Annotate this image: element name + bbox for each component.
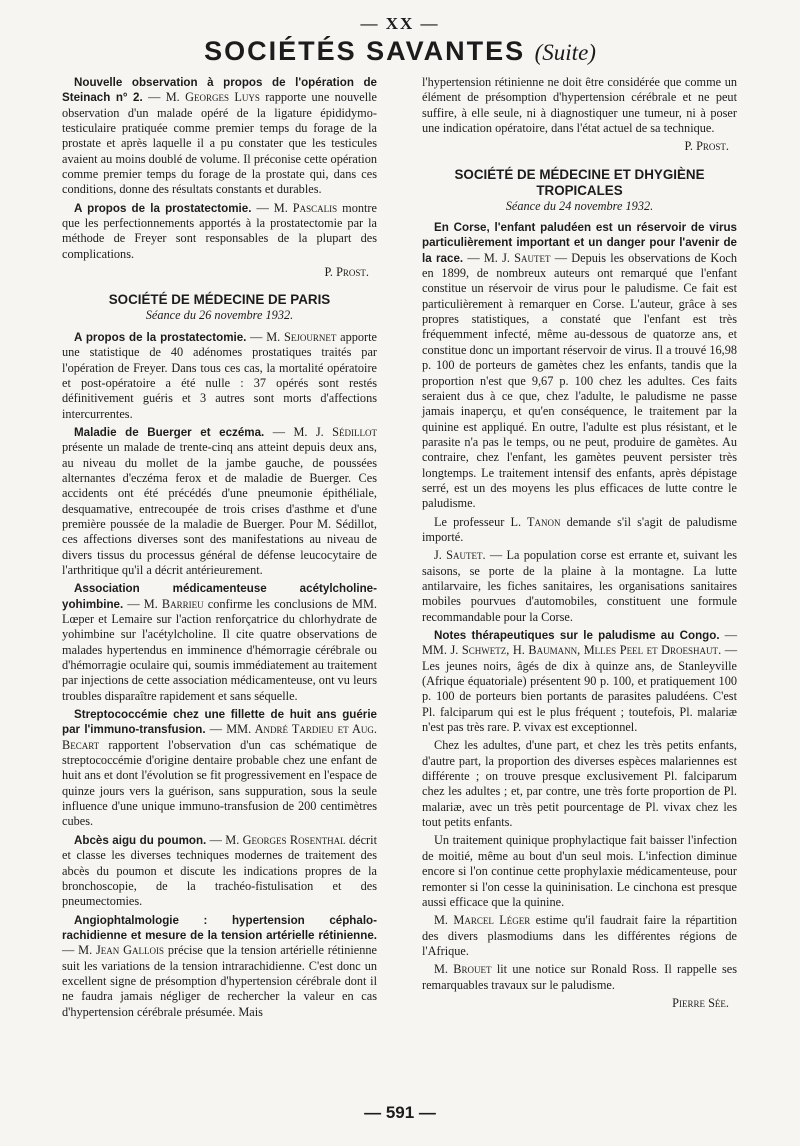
article-author: M. Marcel Léger — [434, 913, 531, 928]
article-author: M. Jean Gallois — [78, 943, 165, 958]
paragraph-brouet — [422, 962, 737, 993]
article-title: Notes thérapeutiques sur le paludisme au Congo. — [434, 629, 720, 642]
article-title: Nouvelle observation à propos de l'opération de Steinach n° 2. — [62, 76, 377, 105]
article-body: décrit et classe les diverses techniques modernes de traitement des abcès du poumon et discute les indications propres de la bronchoscopie, de la trachéo-fistulisation et des pneumectomies. — [62, 832, 377, 909]
article-body: rapportent l'observation d'un cas schématique de streptococcémie d'origine dentaire probable chez une enfant de huit ans et dont l'évolution se fit progressivement en l'espace de quinze jours vers la guérison, sans suppuration, sous la seule influence d'une unique immuno-transfusion de 200 centimètres cubes. — [62, 737, 377, 829]
article-body: . — La population corse est errante et, suivant les saisons, se porte de la plaine à la montagne. La lutte antilarvaire, les fiches sanitaires, les organisations sanitaires mobiles pourvues d'automobiles, constituent une formule recommandable pour la Corse. — [422, 548, 737, 624]
article-author: J. Sautet — [434, 548, 483, 563]
page-header — [0, 14, 800, 67]
article-author: MM. André Tardieu et Aug. Becart — [62, 722, 377, 752]
article-steinach: Nouvelle observation à propos de l'opération de Steinach n° 2. — M. Georges Luys rapporte une nouvelle observation d'un malade opéré de la ligature épididymo-testiculaire pratiquée comme premier temps du forage de la prostate et après laquelle il a pu constater que les testicules avaient au moins doublé de volume. Il préconise cette opération comme premier temps du forage de la prostate qui, dans ces conditions, donne des résultats constants et durables. — [62, 76, 377, 197]
article-author: M. Georges Luys — [165, 90, 260, 105]
article-corse: En Corse, l'enfant paludéen est un réservoir de virus particulièrement important et un danger pour l'avenir de la race. — M. J. Sautet — Depuis les observations de Koch en 1899, de nombreux auteurs ont remarqué que l'enfant constitue un réservoir de virus pour le paludisme. Ce fait est particulièrement à remarquer en Corse. L'auteur, grâce à ses propres statistiques, a constaté que l'enfant est très fréquemment infecté, même au-dessous de quatorze ans, et constitue donc un important réservoir de virus. Il a trouvé 16,98 p. 100 de porteurs de gamètes chez les enfants, tandis que la proportion n'est que 9,67 p. 100 chez les adultes. Ces faits seraient dus à ce que, chez l'adulte, le paludisme ne passe jamais inaperçu, et qu'en conséquence, le traitement par la quinine est appliqué. En outre, l'adulte est plus résistant, et le parasite n'a pas le temps, ou ne peut, produire de gamètes. Au contraire, chez l'enfant, les gamètes peuvent persister très longtemps. Le traitement intensif des enfants, après dépistage serré, est un des moyens les plus efficaces de lutte contre le paludisme. — [422, 221, 737, 511]
roman-page-number: — XX — — [360, 14, 440, 33]
article-body: montre que les perfectionnements apportés à la prostatectomie par la méthode de Freyer sont responsables de la plupart des complications. — [62, 200, 377, 261]
article-author: M. Barrieu — [143, 596, 204, 611]
article-author: M. J. Sédillot — [293, 424, 377, 439]
article-author: M. Pascalis — [273, 200, 338, 215]
article-buerger: Maladie de Buerger et eczéma. — M. J. Sédillot présente un malade de trente-cinq ans atteint depuis deux ans, au niveau du mollet de la jambe gauche, de poussées alternantes d'eczéma ferox et de maladie de Buerger. Ces accidents ont été précédés d'une pneumonie épithéliale, desquamative, entrecoupée de trois crises d'asthme et d'une première poussée de la maladie de Buerger. Pour M. Sédillot, ces affections diverses sont des manifestations au niveau de divers tissus du processus général de défense leucocytaire de l'arthritique qu'il a décrit antérieurement. — [62, 424, 377, 577]
article-body: demande s'il s'agit de paludisme importé. — [422, 514, 737, 544]
paragraph-adultes: Chez les adultes, d'une part, et chez les très petits enfants, d'autre part, la proportion des diverses espèces malariennes est différente ; on trouve presque exclusivement Pl. falciparum chez les adultes ; et, par contre, une très forte proportion de Pl. malariæ, avec un très petit pourcentage de Pl. vivax chez les tout petits enfants. — [422, 738, 737, 830]
main-title — [0, 36, 800, 67]
article-title: Association médicamenteuse acétylcholine-yohimbine. — [62, 582, 377, 611]
article-congo: Notes thérapeutiques sur le paludisme au Congo. — MM. J. Schwetz, H. Baumann, Mlles Peel et Droeshaut. — Les jeunes noirs, âgés de dix à quinze ans, de Stanleyville (Afrique équatoriale) présentent 90 p. 100, et pratiquement 100 p. 100 de porteurs bien portants de parasites paludéens. C'est Pl. falciparum qui est le plus fréquent ; toutefois, Pl. malariæ n'est pas très rare. P. vivax est exceptionnel. — [422, 628, 737, 735]
article-body: précise que la tension artérielle rétinienne suit les variations de la tension intrarachidienne. C'est donc un excellent signe de présomption d'hypertension cérébrale dont il ne faudra jamais négliger de rechercher la valeur en cas d'hypertension cérébrale présumée. Mais — [62, 943, 377, 1019]
section-seance: Séance du 26 novembre 1932. — [145, 308, 294, 323]
article-angiophtalmologie: Angiophtalmologie : hypertension céphalo-rachidienne et mesure de la tension artérielle rétinienne. — M. Jean Gallois précise que la tension artérielle rétinienne suit les variations de la tension intrarachidienne. C'est donc un excellent signe de présomption d'hypertension cérébrale dont il ne faudra jamais négliger de rechercher la valeur en cas d'hypertension cérébrale présumée. Mais — [62, 913, 377, 1019]
article-title: Angiophtalmologie : hypertension céphalo-rachidienne et mesure de la tension artérielle rétinienne. — [62, 913, 377, 942]
right-column — [422, 75, 737, 1014]
paragraph-leger — [422, 913, 737, 959]
article-author: M. J. Sautet — [483, 250, 551, 265]
signature: Pierre Sée. — [672, 995, 729, 1010]
article-title: Maladie de Buerger et eczéma. — [74, 425, 265, 439]
article-body: apporte une statistique de 40 adénomes prostatiques traités par l'opération de Freyer. Dans tous ces cas, la mortalité opératoire et post-opératoire a été nulle : 37 opérés sont restés définitivement guéris et 3 autres sont morts d'affections intercurrentes. — [62, 329, 377, 421]
article-body: — Depuis les observations de Koch en 1899, de nombreux auteurs ont remarqué que l'enfant constitue un réservoir de virus pour le paludisme. Ce fait est particulièrement à remarquer en Corse. L'auteur, grâce à ses propres statistiques, a constaté que l'enfant est très fréquemment infecté, même au-dessous de quatorze ans, et constitue donc un important réservoir de virus. Il a trouvé 16,98 p. 100 de porteurs de gamètes chez les enfants, tandis que la proportion n'est que 9,67 p. 100 chez les adultes. Ces faits seraient dus à ce que, chez l'adulte, le paludisme ne passe jamais inaperçu, et qu'en conséquence, le traitement par la quinine est appliqué. En outre, l'adulte est plus résistant, et le parasite n'a pas le temps, ou ne peut, produire de gamètes. Au contraire, chez l'enfant, les gamètes peuvent persister très longtemps. Le traitement intensif des enfants, après dépistage serré, est un des moyens les plus efficaces de lutte contre le paludisme. — [422, 250, 737, 511]
signature: P. Prost. — [684, 139, 729, 154]
section-seance: Séance du 24 novembre 1932. — [505, 198, 654, 213]
article-abces: Abcès aigu du poumon. — M. Georges Rosenthal décrit et classe les diverses techniques modernes de traitement des abcès du poumon et discute les indications propres de la bronchoscopie, de la trachéo-fistulisation et des pneumectomies. — [62, 832, 377, 909]
article-author: L. Tanon — [510, 514, 561, 529]
article-author: M. Brouet — [434, 962, 492, 977]
article-prostatectomie-1: A propos de la prostatectomie. — M. Pascalis montre que les perfectionnements apportés à la prostatectomie par la méthode de Freyer sont responsables de la plupart des complications. — [62, 200, 377, 261]
paragraph-sautet-reply — [422, 548, 737, 625]
main-title-text: SOCIÉTÉS SAVANTES — [204, 36, 526, 66]
paragraph-traitement: Un traitement quinique prophylactique fait baisser l'infection de moitié, même au bout d'un seul mois. L'infection diminue encore si l'on continue cette prophylaxie médicamenteuse, pour remonter si l'on cesse la quininisation. Le cinchona est presque aussi efficace que la quinine. — [422, 833, 737, 909]
article-author: M. Georges Rosenthal — [225, 832, 346, 847]
article-prostatectomie-2: A propos de la prostatectomie. — M. Sejournet apporte une statistique de 40 adénomes prostatiques traités par l'opération de Freyer. Dans tous ces cas, la mortalité opératoire et post-opératoire a été nulle : 37 opérés sont restés définitivement guéris et 3 autres sont morts d'affections intercurrentes. — [62, 329, 377, 421]
article-author: M. Sejournet — [266, 329, 337, 344]
main-title-suite: (Suite) — [534, 40, 596, 65]
left-column — [62, 75, 377, 1023]
signature: P. Prost. — [324, 265, 369, 280]
article-title: En Corse, l'enfant paludéen est un réservoir de virus particulièrement important et un danger pour l'avenir de la race. — [422, 221, 737, 265]
article-title: Abcès aigu du poumon. — [74, 833, 207, 847]
article-author: MM. J. Schwetz, H. Baumann, Mlles Peel et Droeshaut — [422, 643, 719, 658]
article-title: A propos de la prostatectomie. — [74, 330, 247, 344]
paragraph-prefix: Le professeur — [434, 514, 511, 529]
paragraph-tanon — [422, 515, 737, 546]
section-title: SOCIÉTÉ DE MÉDECINE ET DHYGIÈNE TROPICALES — [454, 166, 705, 198]
article-title: Streptococcémie chez une fillette de huit ans guérie par l'immuno-transfusion. — [62, 708, 377, 737]
article-angiophtalmologie-continued: l'hypertension rétinienne ne doit être considérée que comme un élément de présomption d'hypertension cérébrale et ne peut suffire, à elle seule, ni à diagnostiquer une tumeur, ni à poser une indication opératoire, dans l'état actuel de sa technique. — [422, 75, 737, 136]
page-number: — 591 — — [364, 1103, 436, 1122]
article-body: estime qu'il faudrait faire la répartition des divers plasmodiums dans les différentes régions de l'Afrique. — [422, 913, 737, 958]
article-streptococcemie: Streptococcémie chez une fillette de huit ans guérie par l'immuno-transfusion. — MM. André Tardieu et Aug. Becart rapportent l'observation d'un cas schématique de streptococcémie d'origine dentaire probable chez une enfant de huit ans et dont l'évolution se fit progressivement en l'espace de quinze jours vers la guérison, sans suppuration, sous la seule influence d'une unique immuno-transfusion de 200 centimètres cubes. — [62, 708, 377, 829]
article-body: confirme les conclusions de MM. Lœper et Lemaire sur l'action renforçatrice du chlorhydrate de yohimbine sur l'acétylcholine. Il cite quatre observations de malades hypertendus en imminence d'hémorragie cérébrale ou d'hémorragie oculaire qui, soumis immédiatement au traitement par injections de cette association médicamenteuse, ont vu leurs troubles disparaître rapidement et sans séquelle. — [62, 596, 377, 703]
article-title: A propos de la prostatectomie. — [74, 201, 252, 215]
article-acetylcholine: Association médicamenteuse acétylcholine-yohimbine. — M. Barrieu confirme les conclusions de MM. Lœper et Lemaire sur l'action renforçatrice du chlorhydrate de yohimbine sur l'acétylcholine. Il cite quatre observations de malades hypertendus en imminence d'hémorragie cérébrale ou d'hémorragie oculaire qui, soumis immédiatement au traitement par injections de cette association médicamenteuse, ont vu leurs troubles disparaître rapidement et sans séquelle. — [62, 582, 377, 703]
article-body: présente un malade de trente-cinq ans atteint depuis deux ans, au niveau du mollet de la jambe gauche, de poussées alternantes d'eczéma ferox et de maladie de Buerger. Ces accidents ont été précédés d'une pneumonie épithéliale, desquamative, entrecoupée de trois crises d'asthme et d'une première poussée de la maladie de Buerger. Pour M. Sédillot, ces affections diverses sont des manifestations au niveau de divers tissus du processus général de défense leucocytaire de l'arthritique qu'il a décrit antérieurement. — [62, 440, 377, 577]
article-body: rapporte une nouvelle observation d'un malade opéré de la ligature épididymo-testiculaire pratiquée comme premier temps du forage de la prostate et après laquelle il a pu constater que les testicules avaient au moins doublé de volume. Il préconise cette opération comme premier temps du forage de la prostate qui, dans ces conditions, donne des résultats constants et durables. — [62, 90, 377, 197]
article-body: . — Les jeunes noirs, âgés de dix à quinze ans, de Stanleyville (Afrique équatoriale) présentent 90 p. 100, et pratiquement 100 p. 100 de porteurs bien portants de parasites paludéens. C'est Pl. falciparum qui est le plus fréquent ; toutefois, Pl. malariæ n'est pas très rare. P. vivax est exceptionnel. — [422, 643, 737, 735]
article-body: lit une notice sur Ronald Ross. Il rappelle ses remarquables travaux sur le paludisme. — [422, 962, 737, 992]
section-title: SOCIÉTÉ DE MÉDECINE DE PARIS — [108, 292, 331, 308]
